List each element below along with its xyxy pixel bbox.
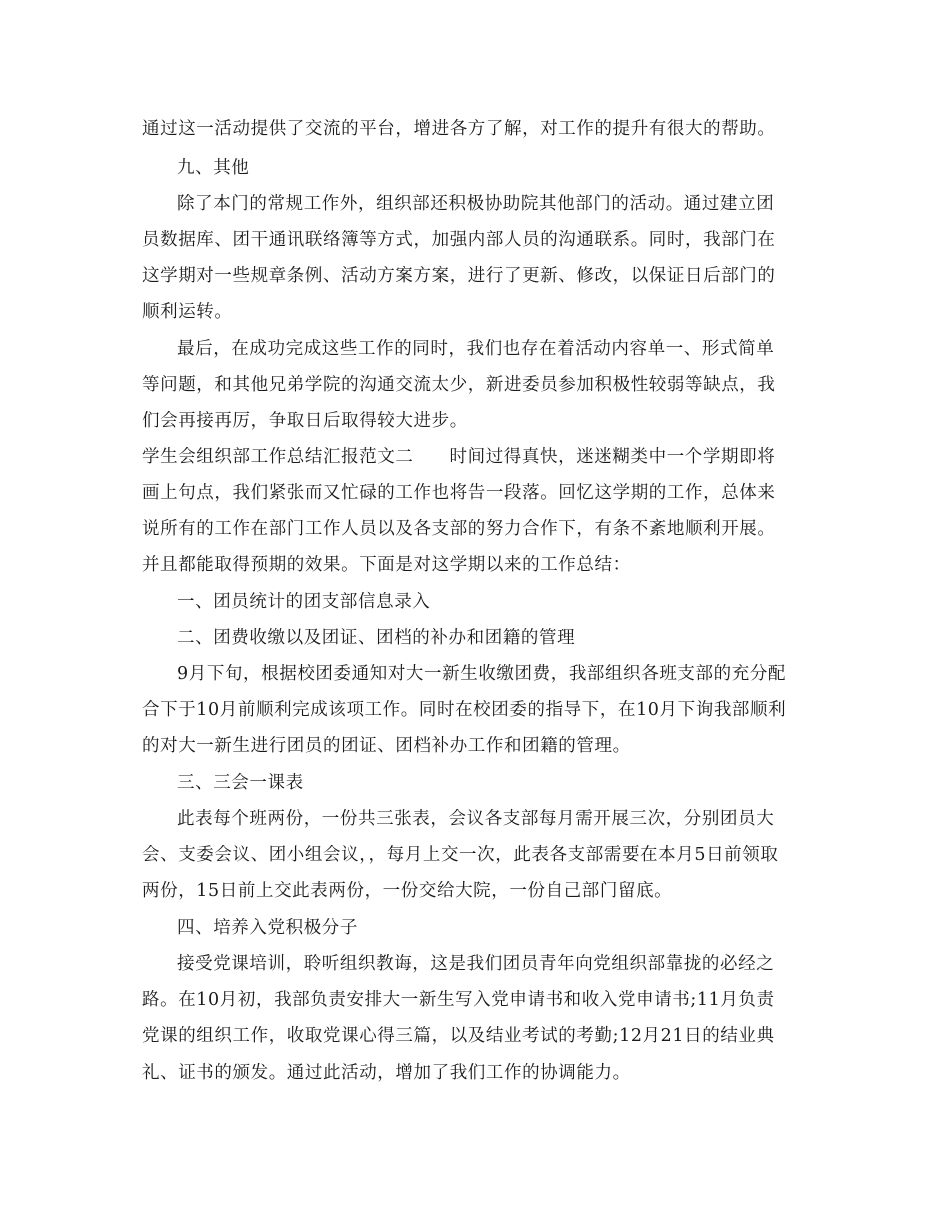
text-line: 顺利运转。	[142, 302, 233, 322]
text-line: 路。在10月初，我部负责安排大一新生写入党申请书和收入党申请书;11月负责	[142, 990, 775, 1010]
text-line: 员数据库、团干通讯联络簿等方式，加强内部人员的沟通联系。同时，我部门在	[142, 230, 776, 250]
section-heading: 四、培养入党积极分子	[177, 918, 358, 938]
text-line: 们会再接再厉，争取日后取得较大进步。	[142, 411, 468, 431]
section-heading: 三、三会一课表	[177, 773, 304, 793]
text-line: 两份，15日前上交此表两份，一份交给大院，一份自己部门留底。	[142, 881, 673, 901]
text-line: 通过这一活动提供了交流的平台，增进各方了解，对工作的提升有很大的帮助。	[142, 119, 776, 139]
section-heading: 一、团员统计的团支部信息录入	[177, 592, 431, 612]
text-line: 最后，在成功完成这些工作的同时，我们也存在着活动内容单一、形式简单	[177, 339, 775, 359]
section-heading: 九、其他	[177, 158, 250, 178]
article-title-line	[142, 446, 775, 468]
text-line: 合下于10月前顺利完成该项工作。同时在校团委的指导下，在10月下询我部顺利	[142, 700, 787, 720]
text-line: 会、支委会议、团小组会议，，每月上交一次，此表各支部需要在本月5日前领取	[142, 845, 779, 865]
text-line: 这学期对一些规章条例、活动方案方案，进行了更新、修改，以保证日后部门的	[142, 266, 776, 286]
text-line: 等问题，和其他兄弟学院的沟通交流太少，新进委员参加积极性较弱等缺点，我	[142, 375, 776, 395]
text-line-start: 时间过得真快，迷迷糊类中一个学期即将	[449, 447, 776, 467]
text-line: 并且都能取得预期的效果。下面是对这学期以来的工作总结：	[142, 555, 631, 575]
text-line: 9月下旬，根据校团委通知对大一新生收缴团费，我部组织各班支部的充分配	[177, 664, 787, 684]
section-heading: 二、团费收缴以及团证、团档的补办和团籍的管理	[177, 628, 576, 648]
text-line: 礼、证书的颁发。通过此活动，增加了我们工作的协调能力。	[142, 1063, 631, 1083]
text-line: 画上句点，我们紧张而又忙碌的工作也将告一段落。回忆这学期的工作，总体来	[142, 483, 776, 503]
text-line: 此表每个班两份，一份共三张表，会议各支部每月需开展三次，分别团员大	[177, 809, 775, 829]
text-line: 除了本门的常规工作外，组织部还积极协助院其他部门的活动。通过建立团	[177, 194, 775, 214]
text-line: 接受党课培训，聆听组织教诲，这是我们团员青年向党组织部靠拢的必经之	[177, 954, 775, 974]
text-line: 说所有的工作在部门工作人员以及各支部的努力合作下，有条不紊地顺利开展。	[142, 519, 776, 539]
text-line: 党课的组织工作，收取党课心得三篇，以及结业考试的考勤;12月21日的结业典	[142, 1026, 775, 1046]
text-line: 的对大一新生进行团员的团证、团档补办工作和团籍的管理。	[142, 736, 631, 756]
article-title: 学生会组织部工作总结汇报范文二	[142, 447, 414, 467]
